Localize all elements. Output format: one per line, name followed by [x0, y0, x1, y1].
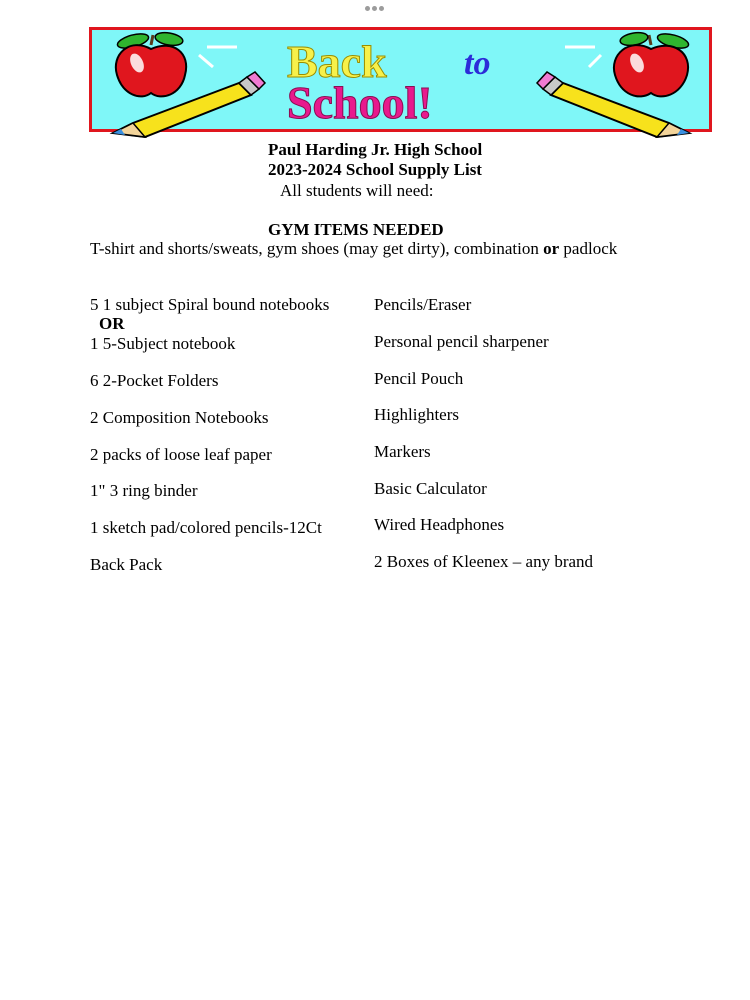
- dot: [365, 6, 370, 11]
- school-name: Paul Harding Jr. High School: [268, 140, 483, 159]
- list-item: 6 2-Pocket Folders: [90, 371, 219, 390]
- gym-text-before: T-shirt and shorts/sweats, gym shoes (may get dirty), combination: [90, 239, 544, 258]
- list-item: Highlighters: [374, 405, 459, 424]
- list-item: 2 Boxes of Kleenex – any brand: [374, 552, 594, 571]
- list-item: Personal pencil sharpener: [374, 332, 549, 351]
- gym-bold-or: or: [543, 239, 560, 258]
- gym-items-text: [90, 239, 617, 259]
- list-item: Markers: [374, 442, 431, 461]
- list-item: 1 5-Subject notebook: [90, 334, 236, 353]
- more-options-dots[interactable]: [365, 6, 385, 12]
- back-to-school-banner: [89, 27, 712, 132]
- list-item: 5 1 subject Spiral bound notebooks: [90, 295, 330, 314]
- banner-word-to: to: [464, 45, 491, 82]
- banner-word-school: School!: [287, 77, 433, 128]
- list-item: Wired Headphones: [374, 515, 505, 534]
- apple-icon-right: [614, 31, 690, 97]
- banner-art: [89, 27, 712, 142]
- or-label: OR: [99, 314, 125, 333]
- supply-list-title: 2023-2024 School Supply List: [268, 160, 482, 179]
- list-item: Back Pack: [90, 555, 163, 574]
- list-item: Basic Calculator: [374, 479, 487, 498]
- list-item: 2 Composition Notebooks: [90, 408, 269, 427]
- list-item: 2 packs of loose leaf paper: [90, 445, 272, 464]
- intro-text: All students will need:: [280, 181, 434, 200]
- list-item: Pencils/Eraser: [374, 295, 472, 314]
- dot: [379, 6, 384, 11]
- list-item: Pencil Pouch: [374, 369, 464, 388]
- list-item: 1 sketch pad/colored pencils-12Ct: [90, 518, 322, 537]
- gym-text-after: padlock: [559, 239, 618, 258]
- banner-word-back: Back: [287, 36, 387, 87]
- gym-heading: GYM ITEMS NEEDED: [268, 220, 444, 239]
- list-item: 1" 3 ring binder: [90, 481, 198, 500]
- apple-icon-left: [116, 31, 186, 97]
- dot: [372, 6, 377, 11]
